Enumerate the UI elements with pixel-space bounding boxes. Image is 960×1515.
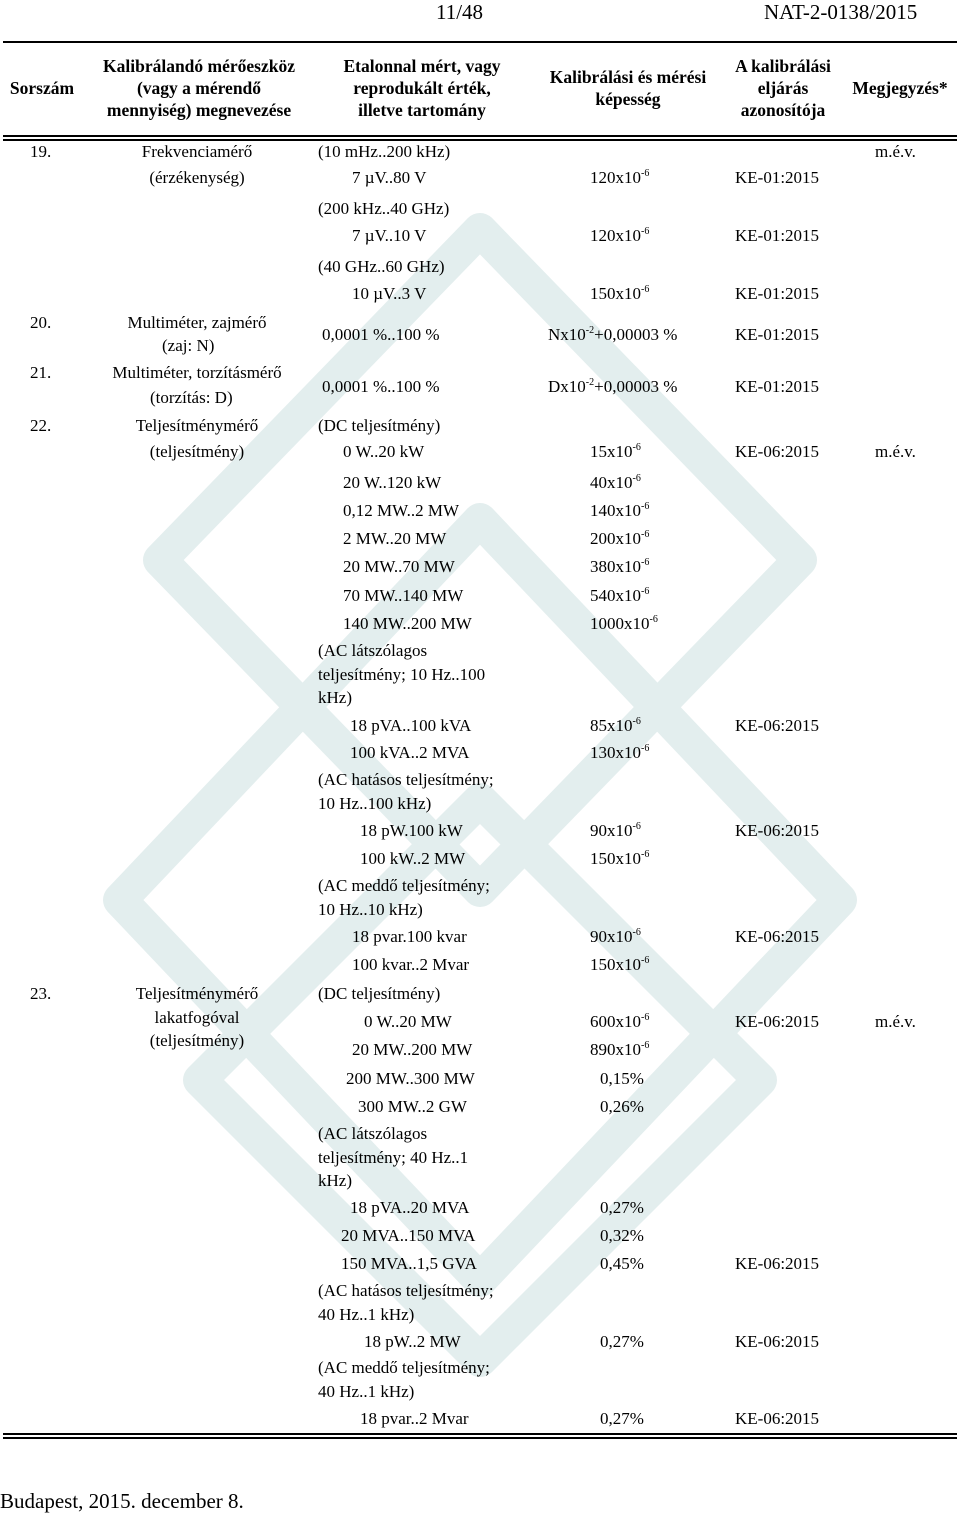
measured-range: kHz) bbox=[318, 1171, 352, 1190]
measured-range: 100 kVA..2 MVA bbox=[350, 743, 470, 762]
measured-range: 20 MVA..150 MVA bbox=[341, 1226, 476, 1245]
capability-base: 85x10 bbox=[590, 716, 633, 735]
procedure-id: KE-06:2015 bbox=[735, 821, 820, 840]
measured-range: 20 W..120 kW bbox=[343, 473, 442, 492]
capability-exponent: -6 bbox=[649, 614, 658, 625]
capability-value bbox=[600, 1198, 644, 1218]
capability-offset: +0,00003 % bbox=[594, 325, 678, 344]
capability-value bbox=[590, 168, 649, 188]
capability-exponent: -6 bbox=[641, 955, 650, 966]
measured-range: 40 Hz..1 kHz) bbox=[318, 1305, 415, 1324]
capability-value bbox=[590, 927, 641, 947]
capability-exponent: -6 bbox=[641, 557, 650, 568]
capability-base: 40x10 bbox=[590, 473, 633, 492]
remark: m.é.v. bbox=[875, 1012, 916, 1031]
capability-base: 150x10 bbox=[590, 284, 641, 303]
capability-value bbox=[590, 614, 658, 634]
measured-range: 18 pW..2 MW bbox=[364, 1332, 461, 1351]
capability-base: 120x10 bbox=[590, 168, 641, 187]
capability-exponent: -6 bbox=[641, 501, 650, 512]
capability-value bbox=[600, 1332, 644, 1352]
measured-range: 18 pVA..100 kVA bbox=[350, 716, 472, 735]
capability-base: 90x10 bbox=[590, 821, 633, 840]
measured-range: 7 µV..80 V bbox=[352, 168, 427, 187]
row-number: 21. bbox=[30, 363, 52, 382]
capability-value bbox=[590, 529, 649, 549]
measured-range: 0 W..20 MW bbox=[364, 1012, 452, 1031]
capability-value bbox=[548, 377, 677, 397]
procedure-id: KE-01:2015 bbox=[735, 284, 820, 303]
measured-range: 0,12 MW..2 MW bbox=[343, 501, 460, 520]
procedure-id: KE-01:2015 bbox=[735, 325, 820, 344]
measured-range: 10 µV..3 V bbox=[352, 284, 427, 303]
measured-range: teljesítmény; 40 Hz..1 bbox=[318, 1148, 469, 1167]
device-name: (zaj: N) bbox=[162, 336, 215, 355]
header-bottom-rule-2 bbox=[3, 139, 957, 141]
capability-base: 0,15% bbox=[600, 1069, 644, 1088]
capability-exponent: -2 bbox=[585, 325, 595, 336]
table-bottom-rule-1 bbox=[3, 1433, 957, 1435]
row-number: 23. bbox=[30, 984, 52, 1003]
remark: m.é.v. bbox=[875, 442, 916, 461]
capability-value bbox=[590, 743, 649, 763]
measured-range: 300 MW..2 GW bbox=[358, 1097, 467, 1116]
device-name: (érzékenység) bbox=[149, 168, 245, 187]
capability-value bbox=[590, 442, 641, 462]
procedure-id: KE-06:2015 bbox=[735, 1012, 820, 1031]
capability-base: 90x10 bbox=[590, 927, 633, 946]
capability-exponent: -2 bbox=[585, 377, 595, 388]
capability-base: 890x10 bbox=[590, 1040, 641, 1059]
row-number: 20. bbox=[30, 313, 52, 332]
measured-range: (DC teljesítmény) bbox=[318, 416, 441, 435]
measured-range: 18 pW.100 kW bbox=[360, 821, 463, 840]
measured-range: 40 Hz..1 kHz) bbox=[318, 1382, 415, 1401]
procedure-id: KE-06:2015 bbox=[735, 927, 820, 946]
procedure-id: KE-06:2015 bbox=[735, 1409, 820, 1428]
device-name: Multiméter, torzításmérő bbox=[112, 363, 282, 382]
procedure-id: KE-06:2015 bbox=[735, 442, 820, 461]
capability-exponent: -6 bbox=[641, 1040, 650, 1051]
measured-range: 150 MVA..1,5 GVA bbox=[341, 1254, 477, 1273]
capability-value bbox=[600, 1254, 644, 1274]
capability-base: 380x10 bbox=[590, 557, 641, 576]
col-header-procedure: A kalibrálási eljárás azonosítója bbox=[735, 56, 831, 120]
device-name: Teljesítménymérő bbox=[135, 984, 259, 1003]
measured-range: teljesítmény; 10 Hz..100 bbox=[318, 665, 486, 684]
capability-value bbox=[590, 473, 641, 493]
capability-base: 15x10 bbox=[590, 442, 633, 461]
measured-range: 10 Hz..100 kHz) bbox=[318, 794, 432, 813]
capability-value bbox=[600, 1409, 644, 1429]
measured-range: (40 GHz..60 GHz) bbox=[318, 257, 445, 276]
capability-base: 0,32% bbox=[600, 1226, 644, 1245]
capability-base: 0,26% bbox=[600, 1097, 644, 1116]
capability-exponent: -6 bbox=[632, 473, 641, 484]
capability-value bbox=[600, 1069, 644, 1089]
header-bottom-rule-1 bbox=[3, 135, 957, 137]
measured-range: (AC látszólagos bbox=[318, 641, 428, 660]
capability-base: Nx10 bbox=[548, 325, 586, 344]
measured-range: 0,0001 %..100 % bbox=[322, 325, 440, 344]
capability-base: 1000x10 bbox=[590, 614, 650, 633]
measured-range: 18 pvar..2 Mvar bbox=[360, 1409, 469, 1428]
capability-exponent: -6 bbox=[641, 226, 650, 237]
capability-base: 150x10 bbox=[590, 849, 641, 868]
capability-value bbox=[590, 284, 649, 304]
measured-range: (200 kHz..40 GHz) bbox=[318, 199, 450, 218]
procedure-id: KE-06:2015 bbox=[735, 716, 820, 735]
capability-offset: +0,00003 % bbox=[594, 377, 678, 396]
capability-value bbox=[590, 226, 649, 246]
capability-base: 540x10 bbox=[590, 586, 641, 605]
capability-exponent: -6 bbox=[641, 284, 650, 295]
procedure-id: KE-01:2015 bbox=[735, 377, 820, 396]
header-top-rule bbox=[3, 41, 957, 43]
capability-base: 0,27% bbox=[600, 1409, 644, 1428]
remark: m.é.v. bbox=[875, 142, 916, 161]
capability-base: 200x10 bbox=[590, 529, 641, 548]
capability-base: Dx10 bbox=[548, 377, 586, 396]
document-id: NAT-2-0138/2015 bbox=[764, 0, 918, 24]
capability-exponent: -6 bbox=[632, 927, 641, 938]
col-header-sorszam: Sorszám bbox=[9, 78, 75, 98]
device-name: (torzítás: D) bbox=[150, 388, 233, 407]
page-number: 11/48 bbox=[436, 0, 484, 24]
capability-value bbox=[600, 1097, 644, 1117]
measured-range: 100 kvar..2 Mvar bbox=[352, 955, 470, 974]
measured-range: 20 MW..200 MW bbox=[352, 1040, 473, 1059]
device-name: Multiméter, zajmérő bbox=[127, 313, 267, 332]
col-header-capability: Kalibrálási és mérési képesség bbox=[549, 67, 707, 109]
measured-range: 18 pvar.100 kvar bbox=[352, 927, 467, 946]
capability-value bbox=[590, 1012, 649, 1032]
measured-range: kHz) bbox=[318, 688, 352, 707]
measured-range: (10 mHz..200 kHz) bbox=[318, 142, 451, 161]
procedure-id: KE-01:2015 bbox=[735, 226, 820, 245]
measured-range: 0 W..20 kW bbox=[343, 442, 425, 461]
capability-value bbox=[590, 501, 649, 521]
capability-exponent: -6 bbox=[641, 1012, 650, 1023]
capability-base: 600x10 bbox=[590, 1012, 641, 1031]
device-name: Frekvenciamérő bbox=[141, 142, 253, 161]
procedure-id: KE-06:2015 bbox=[735, 1254, 820, 1273]
capability-exponent: -6 bbox=[641, 529, 650, 540]
measured-range: 7 µV..10 V bbox=[352, 226, 427, 245]
col-header-range: Etalonnal mért, vagy reprodukált érték, illetve tartomány bbox=[343, 56, 501, 120]
capability-base: 0,27% bbox=[600, 1198, 644, 1217]
capability-exponent: -6 bbox=[632, 821, 641, 832]
col-header-remark: Megjegyzés* bbox=[852, 78, 948, 98]
capability-base: 150x10 bbox=[590, 955, 641, 974]
capability-base: 120x10 bbox=[590, 226, 641, 245]
capability-value bbox=[590, 1040, 649, 1060]
capability-exponent: -6 bbox=[641, 168, 650, 179]
capability-base: 130x10 bbox=[590, 743, 641, 762]
procedure-id: KE-01:2015 bbox=[735, 168, 820, 187]
device-name: Teljesítménymérő bbox=[135, 416, 259, 435]
table-bottom-rule-2 bbox=[3, 1437, 957, 1439]
capability-base: 140x10 bbox=[590, 501, 641, 520]
measured-range: 2 MW..20 MW bbox=[343, 529, 447, 548]
capability-value bbox=[590, 821, 641, 841]
capability-exponent: -6 bbox=[641, 743, 650, 754]
measured-range: 140 MW..200 MW bbox=[343, 614, 472, 633]
measured-range: (AC meddő teljesítmény; bbox=[318, 1358, 490, 1377]
procedure-id: KE-06:2015 bbox=[735, 1332, 820, 1351]
capability-value bbox=[590, 716, 641, 736]
footer-date: Budapest, 2015. december 8. bbox=[0, 1489, 244, 1513]
device-name: (teljesítmény) bbox=[149, 442, 245, 461]
device-name: (teljesítmény) bbox=[149, 1031, 245, 1050]
capability-exponent: -6 bbox=[632, 442, 641, 453]
measured-range: 20 MW..70 MW bbox=[343, 557, 455, 576]
capability-value bbox=[548, 325, 677, 345]
capability-exponent: -6 bbox=[632, 716, 641, 727]
capability-value bbox=[590, 586, 649, 606]
capability-base: 0,27% bbox=[600, 1332, 644, 1351]
col-header-device: Kalibrálandó mérőeszköz (vagy a mérendő mennyiség) megnevezése bbox=[103, 56, 295, 120]
measured-range: (AC látszólagos bbox=[318, 1124, 428, 1143]
measured-range: (AC meddő teljesítmény; bbox=[318, 876, 490, 895]
capability-value bbox=[590, 955, 649, 975]
row-number: 19. bbox=[30, 142, 52, 161]
capability-value bbox=[600, 1226, 644, 1246]
measured-range: (AC hatásos teljesítmény; bbox=[318, 1281, 494, 1300]
measured-range: 100 kW..2 MW bbox=[360, 849, 466, 868]
capability-exponent: -6 bbox=[641, 586, 650, 597]
capability-exponent: -6 bbox=[641, 849, 650, 860]
capability-value bbox=[590, 557, 649, 577]
measured-range: (AC hatásos teljesítmény; bbox=[318, 770, 494, 789]
measured-range: 18 pVA..20 MVA bbox=[350, 1198, 470, 1217]
measured-range: 200 MW..300 MW bbox=[346, 1069, 475, 1088]
capability-value bbox=[590, 849, 649, 869]
capability-base: 0,45% bbox=[600, 1254, 644, 1273]
device-name: lakatfogóval bbox=[154, 1008, 240, 1027]
measured-range: 70 MW..140 MW bbox=[343, 586, 464, 605]
row-number: 22. bbox=[30, 416, 52, 435]
measured-range: 10 Hz..10 kHz) bbox=[318, 900, 423, 919]
measured-range: 0,0001 %..100 % bbox=[322, 377, 440, 396]
measured-range: (DC teljesítmény) bbox=[318, 984, 441, 1003]
